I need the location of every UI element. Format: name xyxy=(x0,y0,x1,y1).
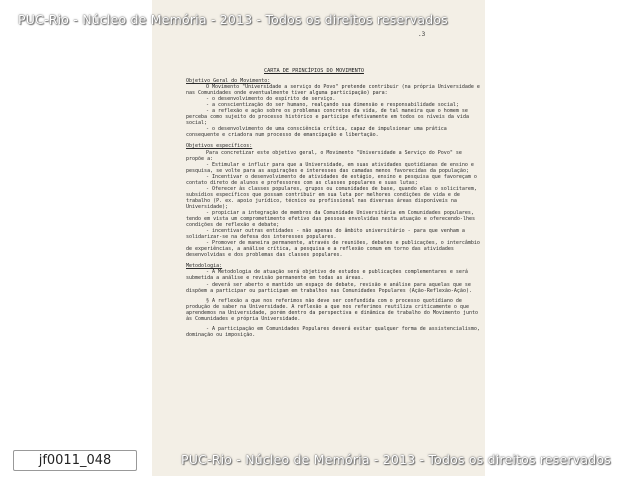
document-title: CARTA DE PRINCÍPIOS DO MOVIMENTO xyxy=(264,68,364,74)
document-body xyxy=(186,77,480,338)
paragraph: Para concretizar este objetivo geral, o Movimento "Universidade a Serviço do Povo" se propõe a: xyxy=(186,149,462,162)
paragraph: - propiciar a integração de membros da Comunidade Universitária em Comunidades populares, tendo em vista um comprometimento efetivo das pessoas envolvidas nesta atuação e oferecendo-lhes condições de reflexão e debate; xyxy=(186,209,475,229)
paragraph: - o desenvolvimento do espírito de serviço. xyxy=(206,96,336,103)
paragraph: § A reflexão a que nos referimos não deve ser confundida com o processo quotidiano de produção de saber na Universidade. A reflexão a que nos referimos reutiliza criticamente o que aprendemos na Universidade, porém dentro da perspectiva e dinâmica de trabalho do Movimento junto às Comunidades e própria Universidade. xyxy=(186,297,478,322)
page-number: .3 xyxy=(418,31,426,38)
paragraph: - deverá ser aberto e mantido um espaço de debate, revisão e análise para aquelas que se dispõem a participar ou participam em trabalhos nas Comunidades Populares (Ação-Reflexão-Ação). xyxy=(186,281,472,294)
paragraph: - Oferecer às classes populares, grupos ou comunidades de base, quando elas o solicitarem, subsídios específicos que possam contribuir em sua luta por melhores condições de vida e de trabalho (P. ex. apoio jurídico, técnico ou profissional nas diversas áreas disponíveis na Universidade); xyxy=(186,185,477,210)
paragraph: - o desenvolvimento de uma consciência crítica, capaz de impulsionar uma prática consequente e criadora num processo de emancipação e libertação. xyxy=(186,126,447,139)
paragraph: O Movimento "Universidade a serviço do Povo" pretende contribuir (na própria Universidade e nas Comunidades onde eventualmente tiver alguma participação) para: xyxy=(186,84,480,97)
watermark-bottom: PUC-Rio - Núcleo de Memória - 2013 - Todos os direitos reservados xyxy=(181,452,611,467)
paragraph: - Promover de maneira permanente, através de reuniões, debates e publicações, o intercâmbio de experiências, a análise crítica, a pesquisa e a reflexão comum em torno das atividades desenvolvidas e dos problemas das classes populares. xyxy=(186,240,480,259)
paragraph: - Estimular e influir para que a Universidade, em suas atividades quotidianas de ensino e pesquisa, se volte para as aspirações e interesses das camadas menos favorecidas da população; xyxy=(186,161,474,174)
paragraph: - A participação em Comunidades Populares deverá evitar qualquer forma de assistencialismo, dominação ou imposição. xyxy=(186,325,480,338)
section-heading: Objetivos específicos: xyxy=(186,143,253,150)
paragraph-gap xyxy=(186,138,480,142)
paragraph-gap xyxy=(186,258,480,262)
section-heading: Metodologia: xyxy=(186,263,223,270)
paragraph: - incentivar outras entidades - não apenas do âmbito universitário - para que venham a solidarizar-se na defesa dos interesses populares. xyxy=(186,228,465,241)
section-heading: Objetivo Geral do Movimento: xyxy=(186,78,271,84)
paragraph: - Incentivar o desenvolvimento de atividades de estágio, ensino e pesquisa que favoreçam o contato direto de alunos e professores com as classes populares e suas lutas; xyxy=(186,173,477,186)
watermark-top: PUC-Rio - Núcleo de Memória - 2013 - Todos os direitos reservados xyxy=(18,12,448,27)
document-id-label: jf0011_048 xyxy=(13,450,137,471)
paragraph: - a conscientização do ser humano, realçando sua dimensão e responsabilidade social; xyxy=(206,102,459,109)
paragraph: - A Metodologia de atuação será objetivo de estudos e publicações complementares e será submetida a análise e revisão permanente em todas as áreas. xyxy=(186,269,468,282)
document-page xyxy=(152,0,485,476)
paragraph: - a reflexão e ação sobre os problemas concretos da vida, de tal maneira que o homem se perceba como sujeito do processo histórico e participe efetivamente em todos os níveis da vida social; xyxy=(186,108,469,127)
